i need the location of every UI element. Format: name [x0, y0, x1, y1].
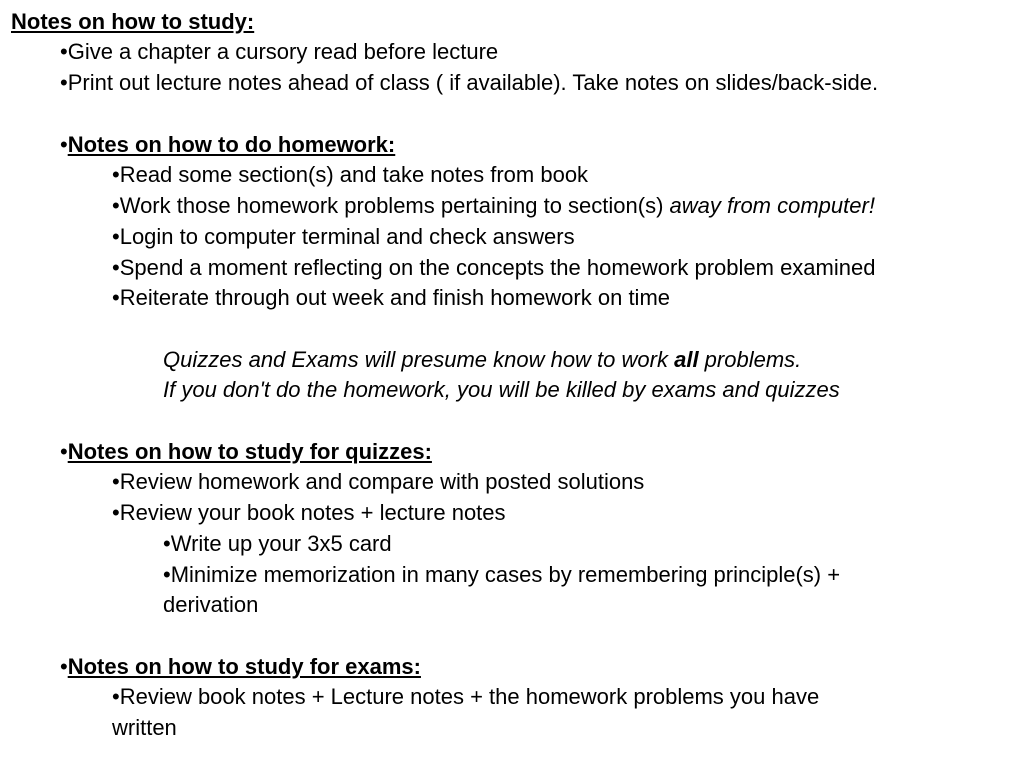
study-item-2-text: Print out lecture notes ahead of class ( if available). Take notes on slides/back-side. — [67, 70, 879, 95]
homework-heading-line — [60, 130, 395, 160]
homework-item-4-text: Spend a moment reflecting on the concepts the homework problem examined — [119, 255, 876, 280]
bullet: • — [163, 531, 171, 556]
study-heading: Notes on how to study: — [11, 9, 255, 34]
warning-1-pre: Quizzes and Exams will presume know how to work — [163, 347, 675, 372]
study-item-1 — [60, 37, 498, 67]
bullet: • — [112, 224, 120, 249]
quizzes-subitem-2-text: Minimize memorization in many cases by remembering principle(s) + — [170, 562, 841, 587]
homework-warning-1 — [163, 345, 801, 375]
homework-heading: Notes on how to do homework: — [67, 132, 396, 157]
homework-item-2-text: Work those homework problems pertaining to section(s) — [119, 193, 670, 218]
study-item-2 — [60, 68, 878, 98]
bullet: • — [112, 500, 120, 525]
quizzes-subitem-1-text: Write up your 3x5 card — [170, 531, 392, 556]
bullet: • — [60, 439, 68, 464]
quizzes-heading: Notes on how to study for quizzes: — [67, 439, 432, 464]
bullet: • — [60, 654, 68, 679]
bullet: • — [112, 285, 120, 310]
bullet: • — [112, 162, 120, 187]
homework-item-1 — [112, 160, 588, 190]
homework-item-3-text: Login to computer terminal and check answers — [119, 224, 575, 249]
bullet: • — [163, 562, 171, 587]
bullet: • — [60, 39, 68, 64]
exams-item-1-cont: written — [112, 715, 177, 740]
exams-heading-line — [60, 652, 421, 682]
homework-item-3 — [112, 222, 575, 252]
bullet: • — [112, 255, 120, 280]
quizzes-item-2-text: Review your book notes + lecture notes — [119, 500, 506, 525]
homework-item-5-text: Reiterate through out week and finish homework on time — [119, 285, 671, 310]
study-item-1-text: Give a chapter a cursory read before lecture — [67, 39, 499, 64]
bullet: • — [112, 684, 120, 709]
exams-item-1 — [112, 682, 819, 712]
quizzes-item-1 — [112, 467, 644, 497]
bullet: • — [60, 132, 68, 157]
bullet: • — [112, 469, 120, 494]
homework-item-5 — [112, 283, 670, 313]
warning-1-post: problems. — [698, 347, 802, 372]
quizzes-subitem-2 — [163, 560, 840, 590]
homework-warning-2: If you don't do the homework, you will be killed by exams and quizzes — [163, 377, 840, 402]
exams-heading: Notes on how to study for exams: — [67, 654, 421, 679]
bullet: • — [60, 70, 68, 95]
quizzes-item-1-text: Review homework and compare with posted solutions — [119, 469, 645, 494]
quizzes-subitem-2-cont: derivation — [163, 592, 259, 617]
quizzes-heading-line — [60, 437, 432, 467]
homework-item-2-emphasis: away from computer! — [669, 193, 875, 218]
homework-item-4 — [112, 253, 875, 283]
warning-1-bold: all — [674, 347, 699, 372]
homework-item-1-text: Read some section(s) and take notes from book — [119, 162, 589, 187]
quizzes-item-2 — [112, 498, 506, 528]
exams-item-1-text: Review book notes + Lecture notes + the homework problems you have — [119, 684, 820, 709]
bullet: • — [112, 193, 120, 218]
homework-item-2 — [112, 191, 875, 221]
quizzes-subitem-1 — [163, 529, 392, 559]
